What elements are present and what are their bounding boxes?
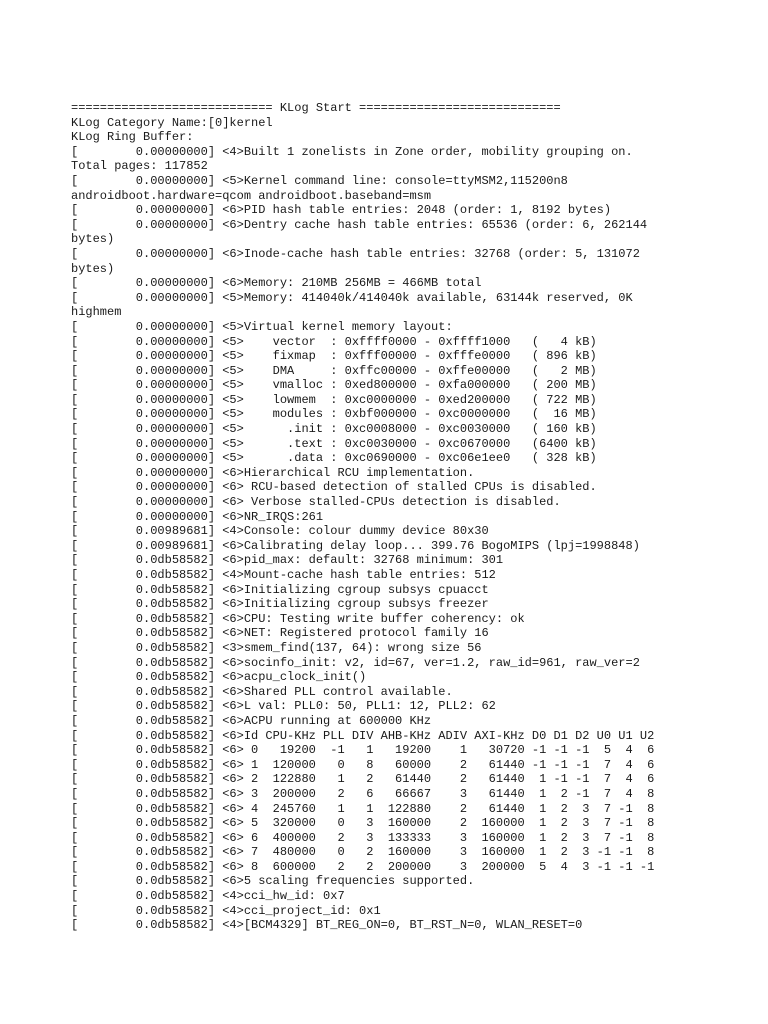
log-line: [ 0.0db58582] <6>socinfo_init: v2, id=67, ver=1.2, raw_id=961, raw_ver=2 bbox=[71, 655, 640, 670]
log-line: [ 0.0db58582] <6>acpu_clock_init() bbox=[71, 670, 367, 685]
log-line: [ 0.0db58582] <4>cci_project_id: 0x1 bbox=[71, 903, 381, 918]
log-line: [ 0.0db58582] <6> 1 120000 0 8 60000 2 61440 -1 -1 -1 7 4 6 bbox=[71, 757, 655, 772]
log-line: [ 0.00000000] <5> .init : 0xc0008000 - 0xc0030000 ( 160 kB) bbox=[71, 422, 597, 437]
log-line: [ 0.0db58582] <6> 8 600000 2 2 200000 3 200000 5 4 3 -1 -1 -1 bbox=[71, 859, 655, 874]
log-line: [ 0.00000000] <5> lowmem : 0xc0000000 - 0xed200000 ( 722 MB) bbox=[71, 392, 597, 407]
log-line: ============================ KLog Start ============================ bbox=[71, 101, 561, 115]
log-line: [ 0.00000000] <5> vmalloc : 0xed800000 - 0xfa000000 ( 200 MB) bbox=[71, 378, 597, 393]
log-line: KLog Category Name:[0]kernel bbox=[71, 115, 273, 130]
log-line: [ 0.00000000] <6>PID hash table entries: 2048 (order: 1, 8192 bytes) bbox=[71, 203, 612, 218]
log-line: [ 0.00000000] <5> vector : 0xffff0000 - 0xffff1000 ( 4 kB) bbox=[71, 334, 597, 349]
log-line: KLog Ring Buffer: bbox=[71, 130, 194, 145]
log-line: bytes) bbox=[71, 232, 115, 247]
log-line: [ 0.0db58582] <3>smem_find(137, 64): wrong size 56 bbox=[71, 640, 482, 655]
log-line: [ 0.0db58582] <6>ACPU running at 600000 KHz bbox=[71, 713, 432, 728]
log-line: [ 0.0db58582] <4>[BCM4329] BT_REG_ON=0, BT_RST_N=0, WLAN_RESET=0 bbox=[71, 918, 583, 933]
log-line: [ 0.00000000] <6>Hierarchical RCU implementation. bbox=[71, 465, 475, 480]
log-line: [ 0.0db58582] <6>pid_max: default: 32768 minimum: 301 bbox=[71, 553, 504, 568]
log-line: [ 0.00000000] <5> DMA : 0xffc00000 - 0xffe00000 ( 2 MB) bbox=[71, 363, 597, 378]
log-line: [ 0.00000000] <6>Dentry cache hash table entries: 65536 (order: 6, 262144 bbox=[71, 217, 648, 232]
log-line: [ 0.00000000] <6> RCU-based detection of stalled CPUs is disabled. bbox=[71, 480, 597, 495]
log-line: [ 0.0db58582] <6>NET: Registered protocol family 16 bbox=[71, 626, 489, 641]
log-line: [ 0.0db58582] <6> 7 480000 0 2 160000 3 160000 1 2 3 -1 -1 8 bbox=[71, 845, 655, 860]
log-line: [ 0.00989681] <6>Calibrating delay loop... 399.76 BogoMIPS (lpj=1998848) bbox=[71, 538, 640, 553]
log-line: [ 0.00000000] <5> .text : 0xc0030000 - 0xc0670000 (6400 kB) bbox=[71, 436, 597, 451]
log-line: highmem bbox=[71, 305, 122, 320]
log-line: bytes) bbox=[71, 261, 115, 276]
log-line: [ 0.0db58582] <4>cci_hw_id: 0x7 bbox=[71, 889, 345, 904]
log-line: androidboot.hardware=qcom androidboot.baseband=msm bbox=[71, 188, 432, 203]
log-line: [ 0.00000000] <5> fixmap : 0xfff00000 - 0xfffe0000 ( 896 kB) bbox=[71, 349, 597, 364]
log-line: [ 0.0db58582] <4>Mount-cache hash table entries: 512 bbox=[71, 568, 496, 582]
log-line: [ 0.0db58582] <6>Shared PLL control available. bbox=[71, 684, 453, 699]
log-line: [ 0.0db58582] <6>5 scaling frequencies supported. bbox=[71, 874, 475, 889]
log-line: [ 0.00989681] <4>Console: colour dummy device 80x30 bbox=[71, 524, 489, 539]
log-line: [ 0.0db58582] <6> 6 400000 2 3 133333 3 160000 1 2 3 7 -1 8 bbox=[71, 830, 655, 845]
log-line: [ 0.0db58582] <6> 3 200000 2 6 66667 3 61440 1 2 -1 7 4 8 bbox=[71, 786, 655, 801]
log-line: [ 0.0db58582] <6>Id CPU-KHz PLL DIV AHB-KHz ADIV AXI-KHz D0 D1 D2 U0 U1 U2 bbox=[71, 728, 655, 743]
log-line: [ 0.0db58582] <6> 2 122880 1 2 61440 2 61440 1 -1 -1 7 4 6 bbox=[71, 772, 655, 787]
log-line: [ 0.0db58582] <6>CPU: Testing write buffer coherency: ok bbox=[71, 611, 525, 626]
log-line: [ 0.0db58582] <6>Initializing cgroup subsys freezer bbox=[71, 597, 489, 612]
log-line: [ 0.00000000] <5>Kernel command line: console=ttyMSM2,115200n8 bbox=[71, 173, 568, 188]
log-line: [ 0.00000000] <5>Virtual kernel memory layout: bbox=[71, 319, 453, 334]
log-line: [ 0.0db58582] <6> 0 19200 -1 1 19200 1 30720 -1 -1 -1 5 4 6 bbox=[71, 743, 655, 758]
log-line: [ 0.00000000] <5>Memory: 414040k/414040k available, 63144k reserved, 0K bbox=[71, 290, 633, 305]
log-line: [ 0.00000000] <5> modules : 0xbf000000 - 0xc0000000 ( 16 MB) bbox=[71, 407, 597, 422]
log-line: [ 0.0db58582] <6> 4 245760 1 1 122880 2 61440 1 2 3 7 -1 8 bbox=[71, 801, 655, 816]
log-line: [ 0.00000000] <4>Built 1 zonelists in Zone order, mobility grouping on. bbox=[71, 144, 633, 159]
klog-document bbox=[71, 101, 761, 933]
log-line: Total pages: 117852 bbox=[71, 159, 208, 174]
log-line: [ 0.0db58582] <6> 5 320000 0 3 160000 2 160000 1 2 3 7 -1 8 bbox=[71, 816, 655, 831]
log-line: [ 0.00000000] <6>Memory: 210MB 256MB = 466MB total bbox=[71, 276, 482, 291]
log-line: [ 0.0db58582] <6>Initializing cgroup subsys cpuacct bbox=[71, 582, 489, 597]
log-line: [ 0.0db58582] <6>L val: PLL0: 50, PLL1: 12, PLL2: 62 bbox=[71, 699, 496, 714]
log-line: [ 0.00000000] <6> Verbose stalled-CPUs detection is disabled. bbox=[71, 495, 561, 510]
log-line: [ 0.00000000] <6>Inode-cache hash table entries: 32768 (order: 5, 131072 bbox=[71, 246, 640, 261]
log-line: [ 0.00000000] <6>NR_IRQS:261 bbox=[71, 509, 324, 524]
log-line: [ 0.00000000] <5> .data : 0xc0690000 - 0xc06e1ee0 ( 328 kB) bbox=[71, 451, 597, 466]
